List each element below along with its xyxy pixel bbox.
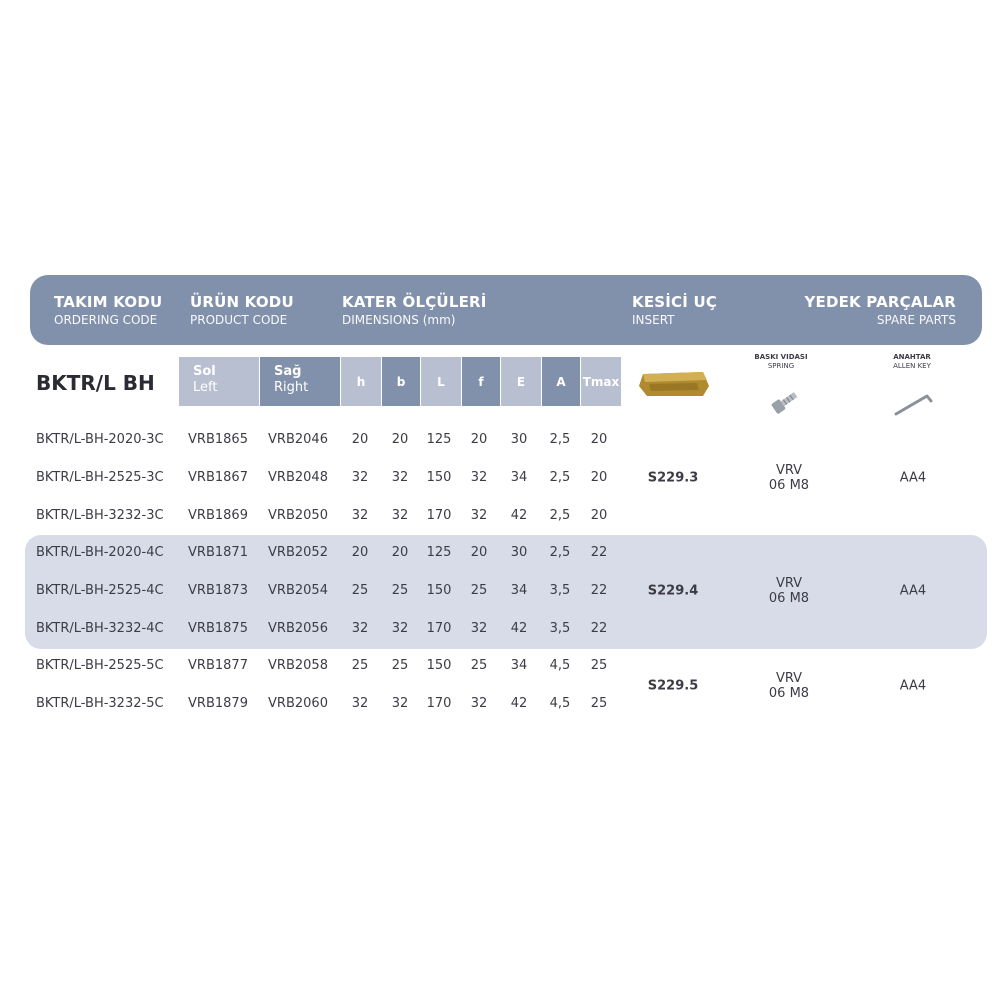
row-b: 25 xyxy=(391,658,409,673)
row-E: 42 xyxy=(510,508,528,523)
col-E: E xyxy=(501,357,541,406)
row-b: 32 xyxy=(391,508,409,523)
insert-image xyxy=(637,370,711,398)
row-b: 20 xyxy=(391,432,409,447)
row-right: VRB2046 xyxy=(268,432,328,447)
screw-code xyxy=(769,671,809,701)
product-code-subtitle: PRODUCT CODE xyxy=(190,313,288,327)
row-b: 25 xyxy=(391,583,409,598)
row-E: 34 xyxy=(510,583,528,598)
row-A: 2,5 xyxy=(549,470,571,485)
key-label-tr: ANAHTAR xyxy=(893,353,931,361)
spare-parts-subtitle: SPARE PARTS xyxy=(876,313,956,327)
row-L: 125 xyxy=(426,545,452,560)
row-h: 25 xyxy=(351,583,369,598)
ordering-code-subtitle: ORDERING CODE xyxy=(54,313,158,327)
row-code: BKTR/L-BH-3232-5C xyxy=(36,696,164,711)
row-E: 42 xyxy=(510,621,528,636)
dimensions-title: KATER ÖLÇÜLERİ xyxy=(342,293,487,311)
row-h: 32 xyxy=(351,696,369,711)
row-tmax: 22 xyxy=(590,545,608,560)
row-b: 32 xyxy=(391,696,409,711)
table-header-bar xyxy=(30,275,982,345)
row-A: 2,5 xyxy=(549,545,571,560)
row-f: 20 xyxy=(470,545,488,560)
row-tmax: 20 xyxy=(590,432,608,447)
screw-code xyxy=(769,463,809,493)
insert-title: KESİCİ UÇ xyxy=(632,293,718,311)
row-E: 42 xyxy=(510,696,528,711)
row-left: VRB1871 xyxy=(188,545,248,560)
screw-code-line1: VRV xyxy=(775,463,803,478)
screw-code-line1: VRV xyxy=(775,576,803,591)
product-code-title: ÜRÜN KODU xyxy=(190,293,294,311)
row-E: 34 xyxy=(510,470,528,485)
row-b: 32 xyxy=(391,621,409,636)
row-E: 30 xyxy=(510,545,528,560)
row-f: 32 xyxy=(470,621,488,636)
row-A: 4,5 xyxy=(549,658,571,673)
row-f: 25 xyxy=(470,658,488,673)
row-f: 32 xyxy=(470,508,488,523)
row-code: BKTR/L-BH-2525-4C xyxy=(36,583,164,598)
row-L: 170 xyxy=(426,621,452,636)
row-right: VRB2048 xyxy=(268,470,328,485)
row-h: 32 xyxy=(351,470,369,485)
row-code: BKTR/L-BH-2525-3C xyxy=(36,470,164,485)
key-label xyxy=(893,353,931,371)
screw-label-en: SPRING xyxy=(767,362,795,370)
screw-code-line1: VRV xyxy=(775,671,803,686)
row-L: 125 xyxy=(426,432,452,447)
screw-label xyxy=(754,353,807,371)
group-band xyxy=(25,535,987,649)
col-b: b xyxy=(382,357,420,406)
screw-code-line2: 06 M8 xyxy=(768,686,810,701)
row-b: 20 xyxy=(391,545,409,560)
insert-code: S229.3 xyxy=(647,470,699,486)
row-tmax: 20 xyxy=(590,508,608,523)
insert-code: S229.4 xyxy=(647,583,699,599)
row-tmax: 22 xyxy=(590,583,608,598)
screw-icon xyxy=(768,387,802,417)
col-right xyxy=(260,357,340,406)
row-code: BKTR/L-BH-2020-3C xyxy=(36,432,164,447)
row-h: 25 xyxy=(351,658,369,673)
spare-parts-title: YEDEK PARÇALAR xyxy=(804,293,956,311)
col-left xyxy=(179,357,259,406)
row-left: VRB1865 xyxy=(188,432,248,447)
row-f: 20 xyxy=(470,432,488,447)
row-right: VRB2050 xyxy=(268,508,328,523)
row-A: 2,5 xyxy=(549,508,571,523)
row-right: VRB2060 xyxy=(268,696,328,711)
product-family-title: BKTR/L BH xyxy=(36,371,155,395)
key-code: AA4 xyxy=(899,583,927,599)
col-A: A xyxy=(542,357,580,406)
col-left-en: Left xyxy=(193,380,218,395)
col-h: h xyxy=(341,357,381,406)
row-right: VRB2052 xyxy=(268,545,328,560)
row-A: 3,5 xyxy=(549,583,571,598)
row-L: 150 xyxy=(426,583,452,598)
row-L: 150 xyxy=(426,470,452,485)
row-left: VRB1879 xyxy=(188,696,248,711)
allen-key-icon xyxy=(893,387,935,417)
insert-subtitle: INSERT xyxy=(632,313,675,327)
row-f: 32 xyxy=(470,470,488,485)
row-left: VRB1873 xyxy=(188,583,248,598)
row-E: 34 xyxy=(510,658,528,673)
screw-code-line2: 06 M8 xyxy=(768,591,810,606)
row-h: 20 xyxy=(351,545,369,560)
col-left-tr: Sol xyxy=(193,364,216,379)
row-left: VRB1867 xyxy=(188,470,248,485)
col-tmax: Tmax xyxy=(581,357,621,406)
col-L: L xyxy=(421,357,461,406)
row-E: 30 xyxy=(510,432,528,447)
row-tmax: 25 xyxy=(590,658,608,673)
row-f: 25 xyxy=(470,583,488,598)
row-h: 32 xyxy=(351,621,369,636)
dimensions-subtitle: DIMENSIONS (mm) xyxy=(342,313,456,327)
row-L: 170 xyxy=(426,508,452,523)
row-right: VRB2056 xyxy=(268,621,328,636)
row-A: 3,5 xyxy=(549,621,571,636)
row-tmax: 20 xyxy=(590,470,608,485)
row-code: BKTR/L-BH-2525-5C xyxy=(36,658,164,673)
key-code: AA4 xyxy=(899,678,927,694)
ordering-code-title: TAKIM KODU xyxy=(54,293,163,311)
row-right: VRB2058 xyxy=(268,658,328,673)
row-tmax: 25 xyxy=(590,696,608,711)
row-left: VRB1869 xyxy=(188,508,248,523)
row-right: VRB2054 xyxy=(268,583,328,598)
row-L: 170 xyxy=(426,696,452,711)
row-code: BKTR/L-BH-3232-4C xyxy=(36,621,164,636)
col-right-tr: Sağ xyxy=(274,364,302,379)
col-f: f xyxy=(462,357,500,406)
key-label-en: ALLEN KEY xyxy=(893,362,931,370)
row-b: 32 xyxy=(391,470,409,485)
row-A: 2,5 xyxy=(549,432,571,447)
row-left: VRB1875 xyxy=(188,621,248,636)
row-code: BKTR/L-BH-3232-3C xyxy=(36,508,164,523)
row-f: 32 xyxy=(470,696,488,711)
key-code: AA4 xyxy=(899,470,927,486)
screw-code xyxy=(769,576,809,606)
row-h: 20 xyxy=(351,432,369,447)
row-tmax: 22 xyxy=(590,621,608,636)
insert-code: S229.5 xyxy=(647,678,699,694)
screw-code-line2: 06 M8 xyxy=(768,478,810,493)
row-h: 32 xyxy=(351,508,369,523)
row-A: 4,5 xyxy=(549,696,571,711)
row-L: 150 xyxy=(426,658,452,673)
screw-label-tr: BASKI VIDASI xyxy=(754,353,808,361)
row-code: BKTR/L-BH-2020-4C xyxy=(36,545,164,560)
col-right-en: Right xyxy=(274,380,309,395)
row-left: VRB1877 xyxy=(188,658,248,673)
